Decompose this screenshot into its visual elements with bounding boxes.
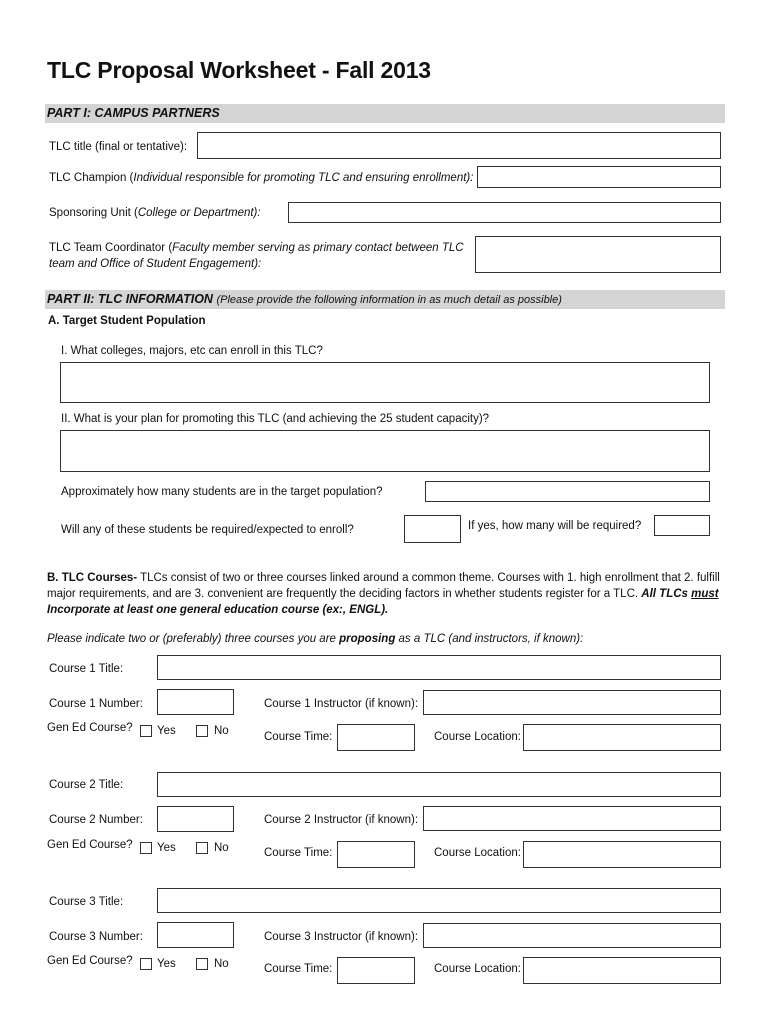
course2-number-field[interactable] [157,806,234,832]
course1-location-label: Course Location: [434,731,521,743]
page-title: TLC Proposal Worksheet - Fall 2013 [47,57,431,83]
tlc-title-field[interactable] [197,132,721,159]
coordinator-label: TLC Team Coordinator (Faculty member serving as primary contact between TLC [49,242,464,254]
course3-title-field[interactable] [157,888,721,913]
course3-gened-label: Gen Ed Course? [47,955,133,967]
course3-number-field[interactable] [157,922,234,948]
q4-label: Will any of these students be required/expected to enroll? [61,524,354,536]
course1-title-label: Course 1 Title: [49,663,124,675]
part2-header: PART II: TLC INFORMATION (Please provide the following information in as much detail as possible) [45,290,725,309]
course2-gened-label: Gen Ed Course? [47,839,133,851]
q3-label: Approximately how many students are in the target population? [61,486,383,498]
course3-no-label: No [214,958,229,970]
q3-field[interactable] [425,481,710,502]
course3-yes-label: Yes [157,958,176,970]
section-a-heading: A. Target Student Population [48,315,206,327]
champion-label: TLC Champion (Individual responsible for promoting TLC and ensuring enrollment): [49,172,474,184]
course2-gened-yes-checkbox[interactable] [140,842,152,854]
course2-no-label: No [214,842,229,854]
course2-location-label: Course Location: [434,847,521,859]
part1-header-text: PART I: CAMPUS PARTNERS [47,106,220,120]
courses-instruction: Please indicate two or (preferably) three courses you are proposing as a TLC (and instructors, if known): [47,633,584,645]
course3-instructor-label: Course 3 Instructor (if known): [264,931,419,943]
course2-title-label: Course 2 Title: [49,779,124,791]
course1-instructor-label: Course 1 Instructor (if known): [264,698,419,710]
part1-header [45,104,725,123]
course2-time-field[interactable] [337,841,415,868]
q2-label: II. What is your plan for promoting this TLC (and achieving the 25 student capacity)? [61,413,490,425]
course1-gened-yes-checkbox[interactable] [140,725,152,737]
sponsor-label: Sponsoring Unit (College or Department): [49,207,261,219]
course3-time-label: Course Time: [264,963,333,975]
q5-field[interactable] [654,515,710,536]
course3-gened-yes-checkbox[interactable] [140,958,152,970]
q1-field[interactable] [60,362,710,403]
course2-number-label: Course 2 Number: [49,814,143,826]
course3-location-label: Course Location: [434,963,521,975]
course2-location-field[interactable] [523,841,721,868]
course1-time-field[interactable] [337,724,415,751]
course2-title-field[interactable] [157,772,721,797]
tlc-title-label: TLC title (final or tentative): [49,141,188,153]
course1-location-field[interactable] [523,724,721,751]
course1-title-field[interactable] [157,655,721,680]
coordinator-field[interactable] [475,236,721,273]
course1-gened-label: Gen Ed Course? [47,722,133,734]
course1-gened-no-checkbox[interactable] [196,725,208,737]
course1-yes-label: Yes [157,725,176,737]
course2-time-label: Course Time: [264,847,333,859]
course1-instructor-field[interactable] [423,690,721,715]
course1-number-field[interactable] [157,689,234,715]
coordinator-label-line2: team and Office of Student Engagement): [49,258,262,270]
course1-no-label: No [214,725,229,737]
course3-gened-no-checkbox[interactable] [196,958,208,970]
course3-instructor-field[interactable] [423,923,721,948]
sponsor-field[interactable] [288,202,721,223]
course2-instructor-label: Course 2 Instructor (if known): [264,814,419,826]
course1-number-label: Course 1 Number: [49,698,143,710]
course1-time-label: Course Time: [264,731,333,743]
q1-label: I. What colleges, majors, etc can enroll in this TLC? [61,345,323,357]
q4-field[interactable] [404,515,461,543]
q5-label: If yes, how many will be required? [468,520,642,532]
course3-number-label: Course 3 Number: [49,931,143,943]
course2-instructor-field[interactable] [423,806,721,831]
course3-title-label: Course 3 Title: [49,896,124,908]
section-b-paragraph: B. TLC Courses- TLCs consist of two or three courses linked around a common theme. Courses with 1. high enrollment that 2. fulfill major requirements, and are 3. convenient are frequently the deciding factors in whether students register for a TLC. All TLCs must Incorporate at least one general education course (ex:, ENGL). [47,572,720,616]
course3-location-field[interactable] [523,957,721,984]
course2-gened-no-checkbox[interactable] [196,842,208,854]
course3-time-field[interactable] [337,957,415,984]
q2-field[interactable] [60,430,710,472]
course2-yes-label: Yes [157,842,176,854]
champion-field[interactable] [477,166,721,188]
